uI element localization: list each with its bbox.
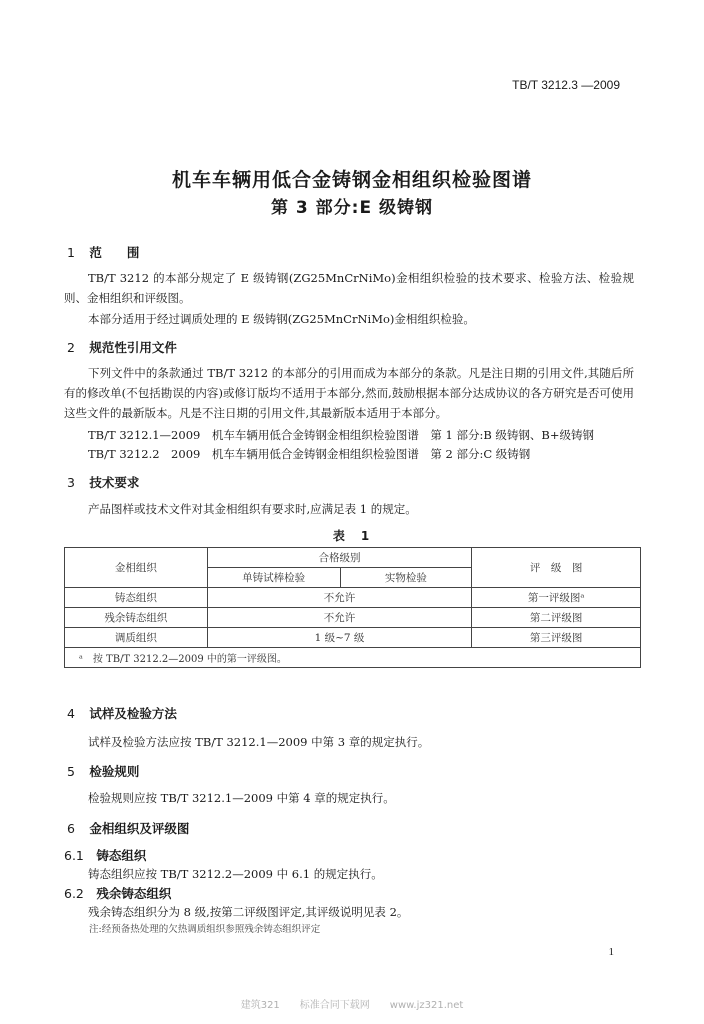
header-cell-chart: 评 级 图 [472, 548, 641, 588]
residual-note: 注:经预备热处理的欠热调质组织参照残余铸态组织评定 [89, 924, 321, 935]
cell-structure: 调质组织 [65, 628, 208, 648]
section-heading-6-2 [64, 884, 171, 902]
section-number: 6.1 [64, 848, 84, 863]
cell-structure: 铸态组织 [65, 588, 208, 608]
table-caption: 表 1 [332, 529, 372, 543]
cell-grade: 不允许 [207, 608, 472, 628]
section-number: 6 [67, 821, 75, 836]
header-cell-actual: 实物检验 [340, 568, 472, 588]
section-number: 2 [67, 340, 75, 355]
section-title: 范 围 [89, 245, 140, 260]
page-number: 1 [608, 946, 614, 958]
section-number: 4 [67, 706, 75, 721]
section-heading-1 [67, 243, 139, 261]
cell-chart: 第二评级图 [472, 608, 641, 628]
paragraph-scope-2: 本部分适用于经过调质处理的 E 级铸钢(ZG25MnCrNiMo)金相组织检验。 [88, 312, 475, 326]
reference-item-1: TB/T 3212.1—2009 机车车辆用低合金铸钢金相组织检验图谱 第 1 部分:B 级铸钢、B+级铸钢 [88, 428, 595, 442]
section-title: 试样及检验方法 [89, 706, 177, 721]
document-title: 机车车辆用低合金铸钢金相组织检验图谱 [171, 169, 532, 191]
section-title: 铸态组织 [96, 848, 147, 863]
table-header-row [65, 548, 641, 568]
section-heading-5 [67, 762, 139, 780]
cell-chart: 第一评级图ᵃ [472, 588, 641, 608]
table-footnote: ᵃ 按 TB/T 3212.2—2009 中的第一评级图。 [65, 648, 641, 668]
table-row [65, 628, 641, 648]
document-subtitle: 第 3 部分:E 级铸钢 [271, 198, 433, 218]
paragraph-as-cast: 铸态组织应按 TB/T 3212.2—2009 中 6.1 的规定执行。 [88, 867, 383, 881]
section-heading-4 [67, 704, 177, 722]
watermark: 建筑321 标准合同下载网 www.jz321.net [240, 1000, 464, 1011]
table-note-row [65, 648, 641, 668]
table-row [65, 588, 641, 608]
reference-item-2: TB/T 3212.2 2009 机车车辆用低合金铸钢金相组织检验图谱 第 2 部分:C 级铸钢 [88, 447, 531, 461]
paragraph-requirements: 产品图样或技术文件对其金相组织有要求时,应满足表 1 的规定。 [88, 502, 417, 516]
section-title: 金相组织及评级图 [89, 821, 190, 836]
cell-structure: 残余铸态组织 [65, 608, 208, 628]
grade-table [64, 547, 641, 668]
section-title: 检验规则 [89, 764, 140, 779]
paragraph-references: 下列文件中的条款通过 TB/T 3212 的本部分的引用而成为本部分的条款。凡是注日期的引用文件,其随后所有的修改单(不包括勘误的内容)或修订版均不适用于本部分,然而,鼓励根据本部分达成协议的各方研究是否可使用这些文件的最新版本。凡是不注日期的引用文件,其最新版本适用于本部分。 [64, 366, 634, 420]
section-title: 残余铸态组织 [96, 886, 172, 901]
section-title: 规范性引用文件 [89, 340, 177, 355]
section-number: 6.2 [64, 886, 84, 901]
header-cell-grade: 合格级别 [207, 548, 472, 568]
header-cell-cast-bar: 单铸试棒检验 [207, 568, 340, 588]
paragraph-residual-as-cast: 残余铸态组织分为 8 级,按第二评级图评定,其评级说明见表 2。 [88, 905, 409, 919]
paragraph-test-method: 试样及检验方法应按 TB/T 3212.1—2009 中第 3 章的规定执行。 [88, 735, 430, 749]
section-number: 1 [67, 245, 75, 260]
cell-grade: 1 级~7 级 [207, 628, 472, 648]
table-row [65, 608, 641, 628]
cell-grade: 不允许 [207, 588, 472, 608]
section-number: 5 [67, 764, 75, 779]
standard-number: TB/T 3212.3 —2009 [512, 78, 620, 92]
paragraph-scope-1: TB/T 3212 的本部分规定了 E 级铸钢(ZG25MnCrNiMo)金相组织检验的技术要求、检验方法、检验规则、金相组织和评级图。 [64, 271, 634, 305]
section-heading-6-1 [64, 846, 146, 864]
section-title: 技术要求 [89, 475, 140, 490]
section-heading-2 [67, 338, 177, 356]
section-number: 3 [67, 475, 75, 490]
header-cell-structure: 金相组织 [65, 548, 208, 588]
section-heading-6 [67, 819, 189, 837]
section-heading-3 [67, 473, 139, 491]
cell-chart: 第三评级图 [472, 628, 641, 648]
paragraph-inspection-rules: 检验规则应按 TB/T 3212.1—2009 中第 4 章的规定执行。 [88, 791, 395, 805]
